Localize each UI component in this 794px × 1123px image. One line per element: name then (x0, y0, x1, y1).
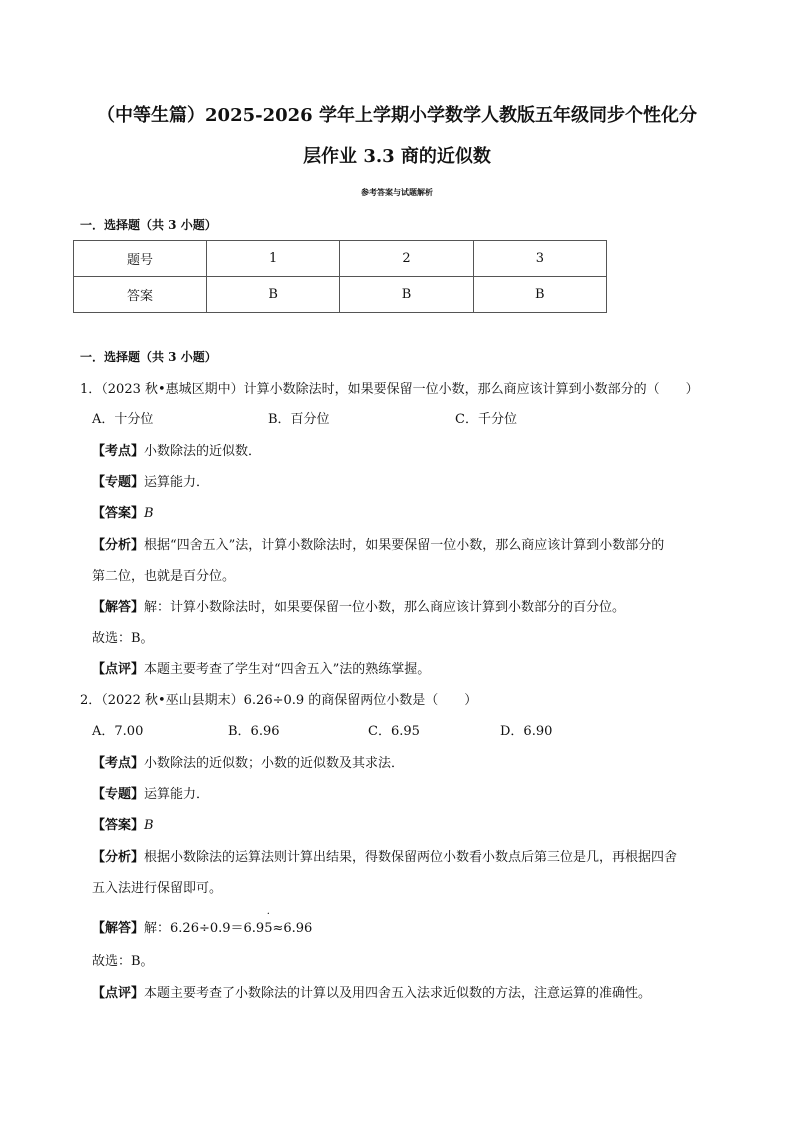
question-2-stem: 2．（2022 秋•巫山县期末）6.26÷0.9 的商保留两位小数是（ ） (80, 693, 478, 708)
repeating-digit (264, 909, 273, 938)
dianping-tag: 【点评】 (92, 986, 145, 1001)
jieda-text: 解：计算小数除法时，如果要保留一位小数，那么商应该计算到小数部分的百分位。 (144, 600, 626, 615)
kaodian-text: 小数除法的近似数． (144, 444, 262, 459)
q1-option-c: C．千分位 (455, 412, 517, 427)
fenxi-tag: 【分析】 (92, 538, 145, 553)
section-heading-summary: 一．选择题（共 3 小题） (80, 218, 217, 232)
q2-option-a: A．7.00 (92, 724, 144, 739)
dianping-tag: 【点评】 (92, 662, 145, 677)
q1-fenxi (92, 537, 664, 555)
daan-text: B (144, 506, 154, 521)
q1-fenxi-cont: 第二位，也就是百分位。 (92, 569, 236, 584)
jieda-result: ≈6.96 (272, 921, 313, 936)
jieda-tag: 【解答】 (92, 600, 145, 615)
table-cell: 2 (340, 241, 473, 277)
doc-subtitle: 参考答案与试题解析 (361, 188, 433, 197)
q2-option-b: B．6.96 (228, 724, 280, 739)
table-cell: 1 (207, 241, 340, 277)
q2-fenxi (92, 849, 677, 867)
repeating-dot: · (266, 909, 270, 920)
kaodian-tag: 【考点】 (92, 444, 145, 459)
table-row (74, 277, 607, 313)
q1-jieda (92, 599, 625, 617)
kaodian-text: 小数除法的近似数；小数的近似数及其求法． (144, 756, 405, 771)
doc-title-line1: （中等生篇）2025-2026 学年上学期小学数学人教版五年级同步个性化分 (97, 105, 697, 126)
q2-zhuanti (92, 786, 209, 804)
kaodian-tag: 【考点】 (92, 756, 145, 771)
table-cell: B (340, 277, 473, 313)
daan-tag: 【答案】 (92, 818, 145, 833)
daan-tag: 【答案】 (92, 506, 145, 521)
q1-kaodian (92, 443, 261, 461)
table-cell-label: 答案 (74, 277, 207, 313)
zhuanti-tag: 【专题】 (92, 475, 145, 490)
dianping-text: 本题主要考查了小数除法的计算以及用四舍五入法求近似数的方法，注意运算的准确性。 (144, 986, 652, 1001)
table-cell: B (207, 277, 340, 313)
zhuanti-text: 运算能力． (144, 475, 210, 490)
q2-option-d: D．6.90 (500, 724, 553, 739)
zhuanti-text: 运算能力． (144, 787, 210, 802)
section-heading-questions: 一．选择题（共 3 小题） (80, 350, 217, 364)
table-cell: 3 (473, 241, 606, 277)
q2-option-c: C．6.95 (368, 724, 420, 739)
q2-guxuan: 故选：B。 (92, 954, 154, 969)
q1-option-b: B．百分位 (268, 412, 330, 427)
fenxi-tag: 【分析】 (92, 850, 145, 865)
jieda-tag: 【解答】 (92, 921, 145, 936)
repeating-digit-text: 5 (264, 921, 273, 936)
table-cell: B (473, 277, 606, 313)
fenxi-text: 根据小数除法的运算法则计算出结果，得数保留两位小数看小数点后第三位是几，再根据四舍 (144, 850, 678, 865)
q1-daan (92, 505, 154, 523)
q2-fenxi-cont: 五入法进行保留即可。 (92, 881, 223, 896)
table-cell-label: 题号 (74, 241, 207, 277)
q1-dianping (92, 661, 430, 679)
jieda-text: 解：6.26÷0.9＝6.9 (144, 921, 265, 936)
q2-jieda (92, 909, 313, 938)
q1-zhuanti (92, 474, 209, 492)
question-1-stem: 1．（2023 秋•惠城区期中）计算小数除法时，如果要保留一位小数，那么商应该计算到小数部分的（ ） (80, 382, 699, 397)
q2-daan (92, 817, 154, 835)
table-row (74, 241, 607, 277)
answer-table (73, 240, 607, 313)
q2-dianping (92, 985, 651, 1003)
fenxi-text: 根据“四舍五入”法，计算小数除法时，如果要保留一位小数，那么商应该计算到小数部分的 (144, 538, 665, 553)
q2-kaodian (92, 755, 404, 773)
q1-option-a: A．十分位 (92, 412, 154, 427)
daan-text: B (144, 818, 154, 833)
zhuanti-tag: 【专题】 (92, 787, 145, 802)
doc-title-line2: 层作业 3.3 商的近似数 (303, 146, 491, 167)
q1-guxuan: 故选：B。 (92, 631, 154, 646)
dianping-text: 本题主要考查了学生对“四舍五入”法的熟练掌握。 (144, 662, 431, 677)
